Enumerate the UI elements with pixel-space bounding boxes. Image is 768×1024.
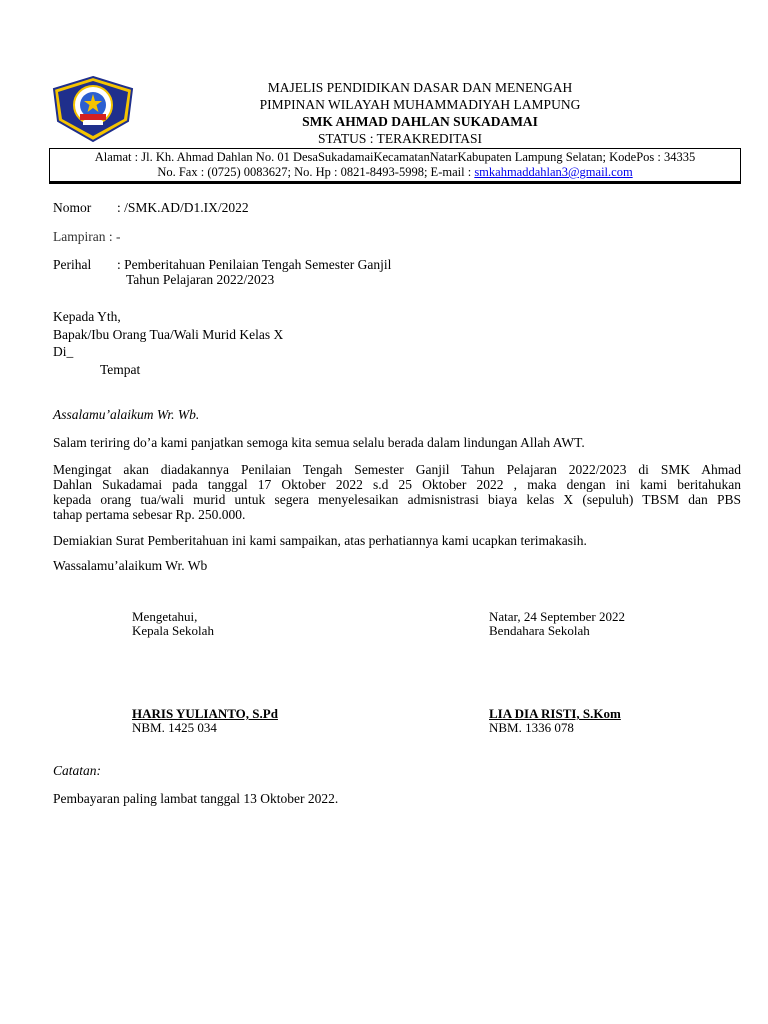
treasurer-nbm: NBM. 1336 078	[489, 720, 574, 735]
farewell: Wassalamu’alaikum Wr. Wb	[53, 558, 208, 573]
salam-line: Salam teriring do’a kami panjatkan semoga kita semua selalu berada dalam lindungan Allah AWT.	[53, 435, 585, 450]
letterhead-line2: PIMPINAN WILAYAH MUHAMMADIYAH LAMPUNG	[259, 97, 581, 112]
closing-line: Demiakian Surat Pemberitahuan ini kami sampaikan, atas perhatiannya kami ucapkan terimakasih.	[53, 533, 587, 548]
paragraph-line: tahap pertama sebesar Rp. 250.000.	[53, 507, 246, 522]
principal-nbm: NBM. 1425 034	[132, 720, 217, 735]
contact-line	[50, 165, 740, 180]
perihal-line1: : Pemberitahuan Penilaian Tengah Semester Ganjil	[117, 257, 392, 272]
recipient-line4: Tempat	[100, 362, 141, 377]
perihal-line2: Tahun Pelajaran 2022/2023	[126, 272, 275, 287]
school-name: SMK AHMAD DAHLAN SUKADAMAI	[302, 114, 538, 129]
lampiran: Lampiran : -	[53, 229, 121, 244]
paragraph-line: Dahlan Sukadamai pada tanggal 17 Oktober 2022 s.d 25 Oktober 2022 , maka dengan ini kami beritahukan	[53, 477, 741, 492]
left-sign-label1: Mengetahui,	[132, 609, 198, 624]
principal-name: HARIS YULIANTO, S.Pd	[132, 706, 278, 721]
address-line: Alamat : Jl. Kh. Ahmad Dahlan No. 01 DesaSukadamaiKecamatanNatarKabupaten Lampung Selatan; KodePos : 34335	[94, 150, 696, 164]
left-sign-label2: Kepala Sekolah	[132, 623, 214, 638]
main-paragraph	[53, 462, 741, 522]
address-box	[49, 148, 741, 182]
recipient-line3: Di_	[53, 344, 74, 359]
letterhead-line1: MAJELIS PENDIDIKAN DASAR DAN MENENGAH	[267, 80, 573, 95]
nomor-label: Nomor	[53, 200, 92, 215]
paragraph-line: Mengingat akan diadakannya Penilaian Tengah Semester Ganjil Tahun Pelajaran 2022/2023 di SMK Ahmad	[53, 462, 741, 477]
contact-text: No. Fax : (0725) 0083627; No. Hp : 0821-8493-5998; E-mail :	[157, 165, 475, 179]
nomor-value: : /SMK.AD/D1.IX/2022	[117, 200, 249, 215]
greeting: Assalamu’alaikum Wr. Wb.	[53, 407, 200, 422]
accreditation-status: STATUS : TERAKREDITASI	[317, 131, 483, 146]
note-label: Catatan:	[53, 763, 102, 778]
paragraph-line: kepada orang tua/wali murid untuk segera menyelesaikan admisnistrasi biaya kelas X (sepuluh) TBSM dan PBS	[53, 492, 741, 507]
recipient-line2: Bapak/Ibu Orang Tua/Wali Murid Kelas X	[53, 327, 284, 342]
right-sign-label1: Natar, 24 September 2022	[489, 609, 625, 624]
note-text: Pembayaran paling lambat tanggal 13 Oktober 2022.	[53, 791, 339, 806]
perihal-label: Perihal	[53, 257, 92, 272]
email-link[interactable]: smkahmaddahlan3@gmail.com	[474, 165, 633, 179]
right-sign-label2: Bendahara Sekolah	[489, 623, 590, 638]
treasurer-name: LIA DIA RISTI, S.Kom	[489, 706, 621, 721]
recipient-line1: Kepada Yth,	[53, 309, 121, 324]
